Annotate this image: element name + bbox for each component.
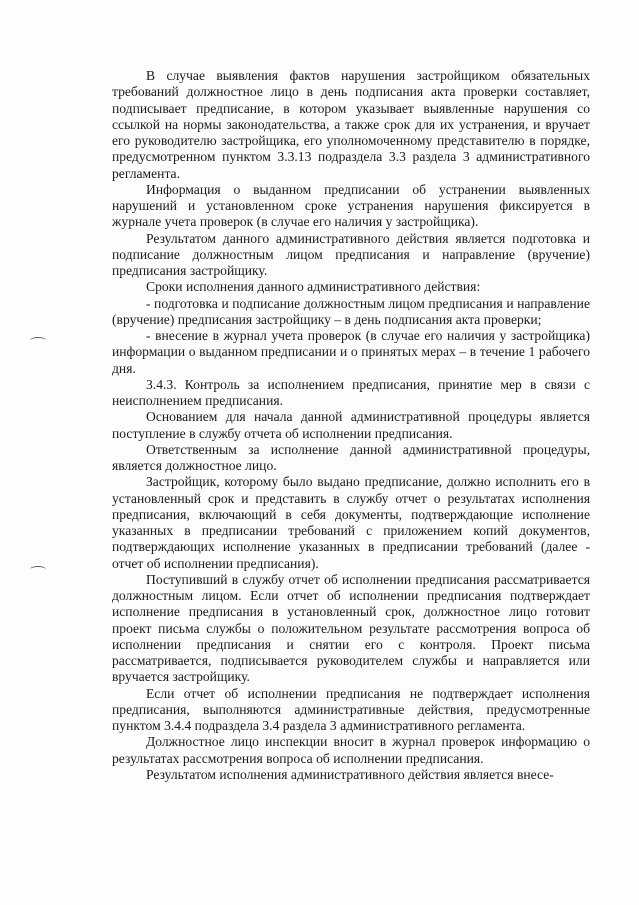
paragraph-deadline-item: - подготовка и подписание должностным лицом предписания и направление (вручение) предписания застройщику – в день подписания акта проверки; xyxy=(112,295,590,327)
paragraph-action-result: Результатом данного административного действия является подготовка и подписание должностным лицом предписания и направление (вручение) предписания застройщику. xyxy=(112,230,590,278)
paragraph-deadlines-heading: Сроки исполнения данного административного действия: xyxy=(146,279,481,295)
paragraph-section-heading: 3.4.3. Контроль за исполнением предписания, принятие мер в связи с неисполнением предписания. xyxy=(112,376,590,408)
paragraph-execution-result: Результатом исполнения административного действия является внесе- xyxy=(146,766,554,782)
margin-mark xyxy=(30,566,46,573)
paragraph-inspection-record: Должностное лицо инспекции вносит в журнал проверок информацию о результатах рассмотрения вопроса об исполнении предписания. xyxy=(112,734,590,766)
paragraph-report-review: Поступивший в службу отчет об исполнении предписания рассматривается должностным лицом. Если отчет об исполнении предписания подтверждает исполнение предписания в установленный срок, должностное лицо готовит проект письма службы о положительном результате рассмотрения вопроса об исполнении предписания и снятии его с контроля. Проект письма рассматривается, подписывается руководителем службы и направляется или вручается застройщику. xyxy=(112,571,590,685)
paragraph-journal-record: Информация о выданном предписании об устранении выявленных нарушений и установленном сроке устранения нарушения фиксируется в журнале учета проверок (в случае его наличия у застройщика). xyxy=(112,181,590,230)
paragraph-procedure-basis: Основанием для начала данной административной процедуры является поступление в службу отчета об исполнении предписания. xyxy=(112,409,590,441)
paragraph-deadline-item: - внесение в журнал учета проверок (в случае его наличия у застройщика) информации о выданном предписании и о принятых мерах – в течение 1 рабочего дня. xyxy=(112,328,590,376)
paragraph-developer-obligation: Застройщик, которому было выдано предписание, должно исполнить его в установленный срок и представить в службу отчет о результатах исполнения предписания, включающий в себя документы, подтверждающие исполнение указанных в предписании требований с приложением копий документов, подтверждающих исполнение указанных в предписании требований (далее - отчет об исполнении предписания). xyxy=(112,474,590,571)
paragraph-non-confirmation: Если отчет об исполнении предписания не подтверждает исполнения предписания, выполняются административные действия, предусмотренные пунктом 3.4.4 подраздела 3.4 раздела 3 административного регламента. xyxy=(112,685,590,733)
margin-mark xyxy=(30,337,46,344)
document-body xyxy=(112,68,590,783)
paragraph-violation-order: В случае выявления фактов нарушения застройщиком обязательных требований должностное лицо в день подписания акта проверки составляет, подписывает предписание, в котором указывает выявленные нарушения со ссылкой на нормы законодательства, а также срок для их устранения, и вручает его руководителю застройщика, его уполномоченному представителю в порядке, предусмотренном пунктом 3.3.13 подраздела 3.3 раздела 3 административного регламента. xyxy=(112,68,590,181)
paragraph-responsible-person: Ответственным за исполнение данной административной процедуры, является должностное лицо. xyxy=(112,441,590,473)
